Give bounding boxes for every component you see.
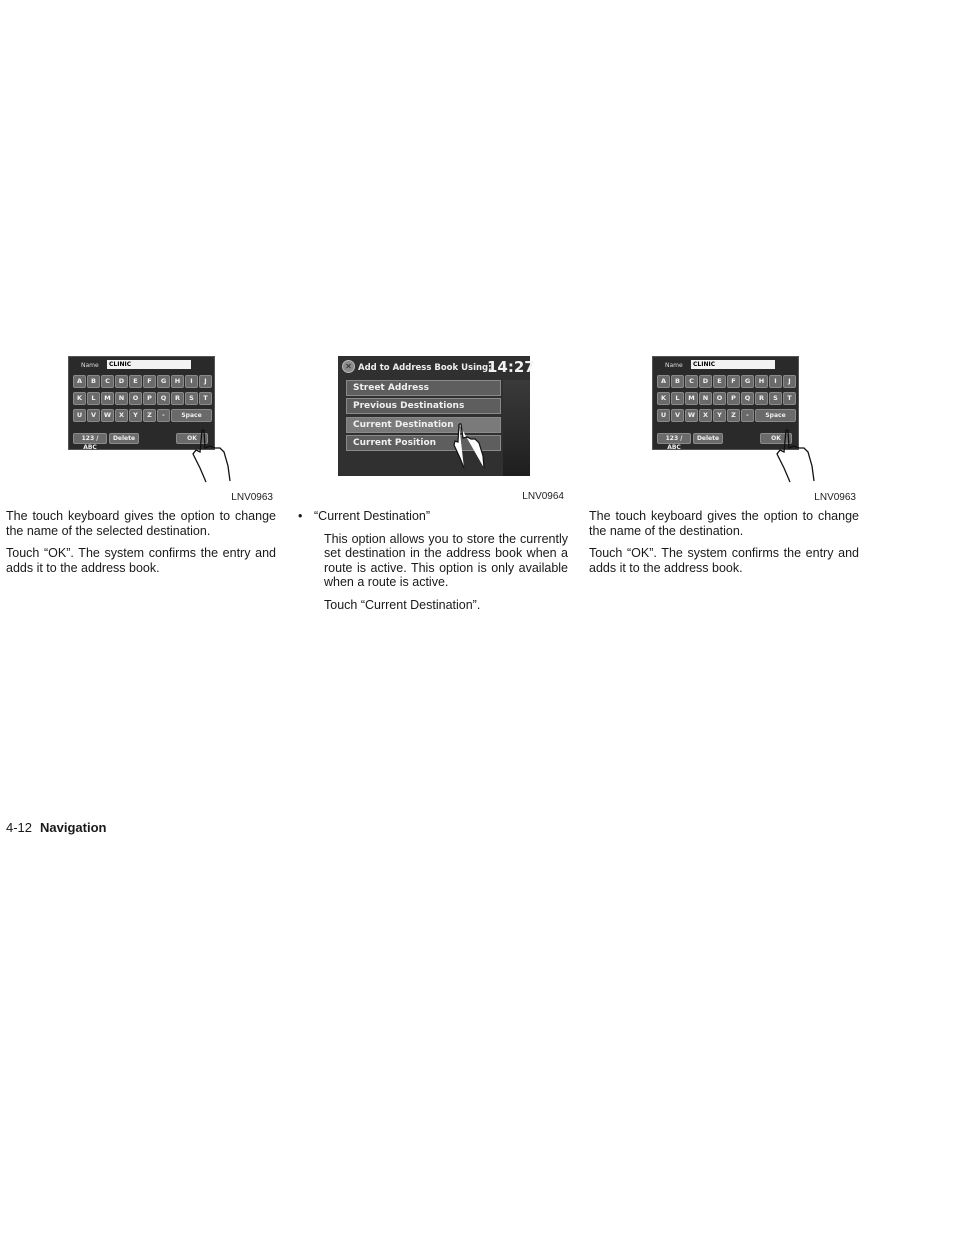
ok-key[interactable]: OK	[176, 433, 208, 444]
figure-caption: LNV0964	[522, 491, 564, 502]
key-g[interactable]: G	[157, 375, 170, 388]
clock: 14:27	[487, 358, 535, 376]
mode-key[interactable]: 123 / ABC	[73, 433, 107, 444]
middle-column	[298, 509, 568, 620]
key-j[interactable]: J	[783, 375, 796, 388]
key-x[interactable]: X	[699, 409, 712, 422]
key-u[interactable]: U	[657, 409, 670, 422]
key-s[interactable]: S	[185, 392, 198, 405]
menu-item-street-address[interactable]: Street Address	[346, 380, 501, 396]
name-label: Name	[665, 362, 683, 369]
key-z[interactable]: Z	[727, 409, 740, 422]
key-w[interactable]: W	[101, 409, 114, 422]
key-v[interactable]: V	[87, 409, 100, 422]
paragraph: Touch “Current Destination”.	[324, 597, 481, 612]
paragraph: The touch keyboard gives the option to change the name of the destination.	[589, 509, 859, 538]
key-b[interactable]: B	[87, 375, 100, 388]
key-j[interactable]: J	[199, 375, 212, 388]
section-title: Navigation	[40, 820, 107, 835]
key-f[interactable]: F	[143, 375, 156, 388]
figure-caption: LNV0963	[814, 492, 856, 503]
key-b[interactable]: B	[671, 375, 684, 388]
key-r[interactable]: R	[171, 392, 184, 405]
key-u[interactable]: U	[73, 409, 86, 422]
delete-key[interactable]: Delete	[693, 433, 723, 444]
key-e[interactable]: E	[713, 375, 726, 388]
key-i[interactable]: I	[769, 375, 782, 388]
key-x[interactable]: X	[115, 409, 128, 422]
key-q[interactable]: Q	[157, 392, 170, 405]
key-d[interactable]: D	[115, 375, 128, 388]
key-t[interactable]: T	[783, 392, 796, 405]
paragraph: The touch keyboard gives the option to change the name of the selected destination.	[6, 509, 276, 538]
key-n[interactable]: N	[115, 392, 128, 405]
key-k[interactable]: K	[73, 392, 86, 405]
space-key[interactable]: Space	[755, 409, 796, 422]
paragraph: Touch “OK”. The system confirms the entry and adds it to the address book.	[589, 546, 859, 575]
key-l[interactable]: L	[671, 392, 684, 405]
page-footer	[6, 820, 107, 835]
key-y[interactable]: Y	[129, 409, 142, 422]
key-g[interactable]: G	[741, 375, 754, 388]
key-a[interactable]: A	[73, 375, 86, 388]
page-number: 4-12	[6, 820, 33, 835]
key-h[interactable]: H	[171, 375, 184, 388]
menu-title: Add to Address Book Using:	[358, 363, 492, 373]
key-h[interactable]: H	[755, 375, 768, 388]
figure-keyboard-right	[614, 350, 856, 503]
key-q[interactable]: Q	[741, 392, 754, 405]
key-c[interactable]: C	[101, 375, 114, 388]
pointing-hand-icon	[453, 422, 489, 470]
paragraph: Touch “OK”. The system confirms the entry and adds it to the address book.	[6, 546, 276, 575]
key-s[interactable]: S	[769, 392, 782, 405]
menu-side-panel	[503, 380, 530, 476]
bullet-title: “Current Destination”	[314, 509, 431, 523]
key-z[interactable]: Z	[143, 409, 156, 422]
key-dash[interactable]: -	[157, 409, 170, 422]
menu-item-current-position[interactable]: Current Position	[346, 435, 501, 451]
key-o[interactable]: O	[129, 392, 142, 405]
menu-item-current-destination[interactable]: Current Destination	[346, 417, 501, 433]
key-k[interactable]: K	[657, 392, 670, 405]
key-y[interactable]: Y	[713, 409, 726, 422]
key-a[interactable]: A	[657, 375, 670, 388]
key-l[interactable]: L	[87, 392, 100, 405]
name-field[interactable]: CLINIC	[691, 360, 775, 369]
key-t[interactable]: T	[199, 392, 212, 405]
key-e[interactable]: E	[129, 375, 142, 388]
key-m[interactable]: M	[685, 392, 698, 405]
pointing-hand-icon	[190, 426, 250, 486]
menu-screen	[338, 356, 535, 476]
pointing-hand-icon	[774, 426, 834, 486]
key-p[interactable]: P	[143, 392, 156, 405]
key-dash[interactable]: -	[741, 409, 754, 422]
key-n[interactable]: N	[699, 392, 712, 405]
left-column	[6, 509, 276, 583]
key-f[interactable]: F	[727, 375, 740, 388]
key-m[interactable]: M	[101, 392, 114, 405]
space-key[interactable]: Space	[171, 409, 212, 422]
key-o[interactable]: O	[713, 392, 726, 405]
key-p[interactable]: P	[727, 392, 740, 405]
right-column	[589, 509, 859, 583]
back-icon[interactable]: ✕	[342, 360, 355, 373]
name-label: Name	[81, 362, 99, 369]
key-w[interactable]: W	[685, 409, 698, 422]
paragraph: This option allows you to store the currently set destination in the address book when a route is active. This option is only available when a route is active.	[324, 531, 568, 589]
bullet-item	[298, 509, 568, 524]
mode-key[interactable]: 123 / ABC	[657, 433, 691, 444]
key-v[interactable]: V	[671, 409, 684, 422]
name-field[interactable]: CLINIC	[107, 360, 191, 369]
bullet-dot: •	[298, 509, 303, 523]
figure-keyboard-left	[30, 350, 273, 503]
menu-item-previous-destinations[interactable]: Previous Destinations	[346, 398, 501, 414]
figure-caption: LNV0963	[231, 492, 273, 503]
key-c[interactable]: C	[685, 375, 698, 388]
delete-key[interactable]: Delete	[109, 433, 139, 444]
figure-address-book-menu	[338, 356, 564, 502]
key-r[interactable]: R	[755, 392, 768, 405]
key-d[interactable]: D	[699, 375, 712, 388]
key-i[interactable]: I	[185, 375, 198, 388]
ok-key[interactable]: OK	[760, 433, 792, 444]
